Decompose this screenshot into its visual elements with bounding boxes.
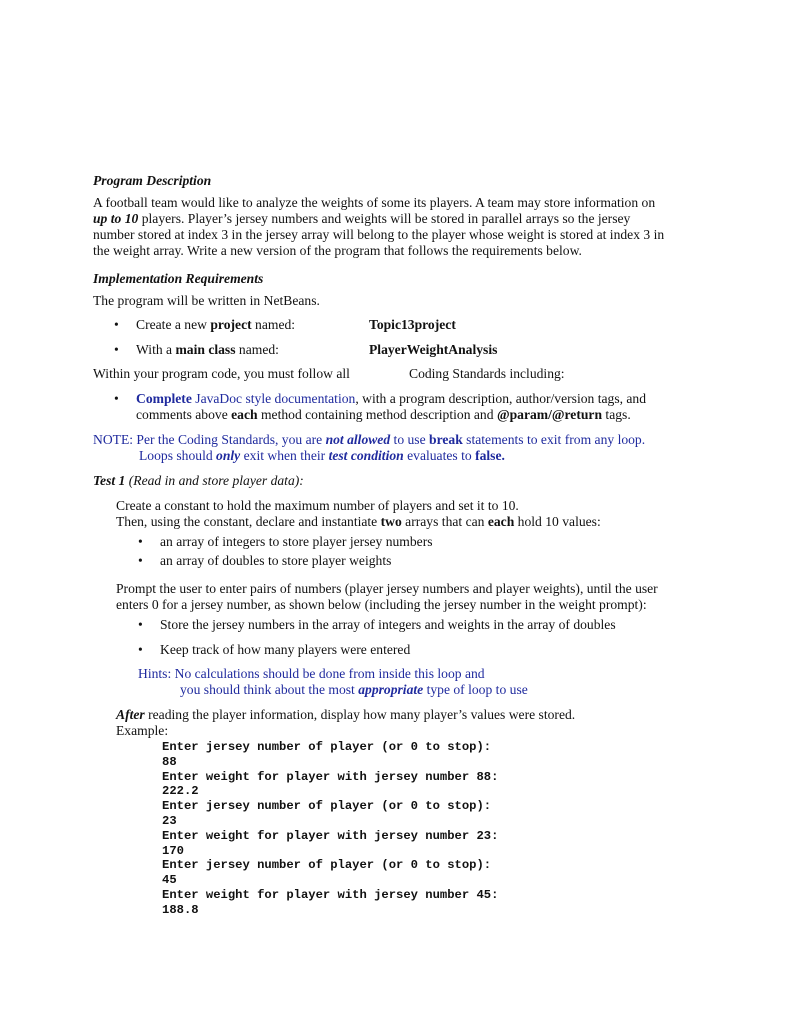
console-line: 222.2 [162,784,199,799]
test1-heading [93,473,693,489]
only-emphasis: only [216,448,241,463]
coding-standards-right: Coding Standards including: [409,366,565,381]
main-class-value: PlayerWeightAnalysis [369,342,498,357]
note-mid: to use [390,432,430,447]
after-emphasis: After [116,707,145,722]
test1-line-1: Create a constant to hold the maximum number of players and set it to 10. [116,498,519,513]
two-emphasis: two [380,514,402,529]
test1-body [93,498,693,918]
list-item [114,342,693,358]
main-class-requirement-label [136,342,369,358]
console-line: Enter jersey number of player (or 0 to stop): [162,740,492,754]
after-rest: reading the player information, display how many player’s values were stored. [144,707,576,722]
item-bold: main class [175,342,236,357]
not-allowed-emphasis: not allowed [325,432,391,447]
test1-line-2 [116,514,693,530]
array-item-text: an array of integers to store player jersey numbers [160,534,433,549]
console-line: Enter jersey number of player (or 0 to stop): [162,858,492,873]
javadoc-rest-2a: comments above [136,407,232,422]
test1-heading-label: Test 1 [93,473,126,488]
console-line: 88 [162,754,177,769]
list-item [114,317,693,333]
console-line: Enter weight for player with jersey number 45: [162,887,499,902]
item-post: named: [235,342,279,357]
after-line [116,707,693,723]
prompt-line-2: enters 0 for a jersey number, as shown below (including the jersey number in the weight prompt): [116,597,647,612]
program-description-heading: Program Description [93,173,212,188]
bullet-icon: • [114,342,119,357]
list-item [138,553,693,569]
console-line: Enter weight for player with jersey number 23: [162,828,499,843]
console-output [116,740,693,918]
coding-standards-line [93,366,693,382]
arrays-list [116,534,693,569]
item-post: named: [251,317,296,332]
test1-line-2b: arrays that can [401,514,488,529]
description-line-4: the weight array. Write a new version of the program that follows the requirements below. [93,243,582,258]
javadoc-rest-1: , with a program description, author/version tags, and [355,391,647,406]
javadoc-rest-2c: tags. [602,407,631,422]
prompt-line-1: Prompt the user to enter pairs of numbers (player jersey numbers and player weights), until the user [116,581,658,596]
coding-standards-left: Within your program code, you must follow all [93,366,350,381]
hints-block [116,666,693,698]
tasks-list [116,617,693,658]
note-line-2a: Loops should [139,448,217,463]
console-line: 188.8 [162,902,199,917]
item-pre: Create a new [136,317,211,332]
note-prefix: NOTE: Per the Coding Standards, you are [93,432,326,447]
javadoc-link[interactable]: JavaDoc style documentation [191,391,356,406]
hints-line-1: Hints: No calculations should be done from inside this loop and [138,666,485,681]
program-description-text [93,195,693,259]
array-item-text: an array of doubles to store player weights [160,553,392,568]
bullet-icon: • [138,642,143,657]
javadoc-rest-2b: method containing method description and [257,407,497,422]
note-line-2c: evaluates to [403,448,476,463]
note-line-2 [93,448,693,464]
false-keyword: false. [475,448,505,463]
console-line: Enter jersey number of player (or 0 to stop): [162,799,492,814]
list-item [138,642,693,658]
project-requirement-label [136,317,369,333]
up-to-10-emphasis: up to 10 [93,211,139,226]
note-end: statements to exit from any loop. [462,432,646,447]
item-bold: project [210,317,252,332]
console-line: 45 [162,873,177,888]
bullet-icon: • [138,617,143,632]
console-line: 23 [162,813,177,828]
description-line-2-rest: players. Player’s jersey numbers and weights will be stored in parallel arrays so the jersey [138,211,631,226]
document-body [93,173,693,918]
list-item [114,391,693,423]
task-item-text: Store the jersey numbers in the array of integers and weights in the array of doubles [160,617,616,632]
note-line-2b: exit when their [240,448,329,463]
hints-line-2a: you should think about the most [180,682,359,697]
bullet-icon: • [114,317,119,332]
coding-standards-note [93,432,693,464]
each-emphasis: each [487,514,515,529]
task-item-text: Keep track of how many players were entered [160,642,411,657]
console-line: Enter weight for player with jersey number 88: [162,769,499,784]
console-line: 170 [162,843,184,858]
implementation-intro: The program will be written in NetBeans. [93,293,320,308]
break-keyword: break [429,432,463,447]
test1-heading-sub: (Read in and store player data): [125,473,304,488]
list-item [138,534,693,550]
bullet-icon: • [138,534,143,549]
test-condition-emphasis: test condition [328,448,404,463]
project-requirements-list [93,317,693,358]
note-line-1 [93,432,693,448]
project-name-value: Topic13project [369,317,456,332]
javadoc-text [136,391,693,423]
hints-line-2 [138,682,693,698]
implementation-heading: Implementation Requirements [93,271,264,286]
description-line-1: A football team would like to analyze the weights of some its players. A team may store information on [93,195,656,210]
bullet-icon: • [138,553,143,568]
hints-line-2b: type of loop to use [423,682,528,697]
test1-line-2a: Then, using the constant, declare and instantiate [116,514,381,529]
test1-line-2c: hold 10 values: [514,514,601,529]
each-emphasis: each [231,407,258,422]
bullet-icon: • [114,391,119,406]
list-item [138,617,693,633]
appropriate-emphasis: appropriate [358,682,424,697]
javadoc-requirement [93,391,693,423]
item-pre: With a [136,342,176,357]
complete-emphasis: Complete [136,391,192,406]
example-label: Example: [116,723,169,738]
description-line-3: number stored at index 3 in the jersey array will belong to the player whose weight is stored at index 3 in [93,227,665,242]
param-return-tags: @param/@return [496,407,603,422]
description-line-2 [93,211,693,227]
